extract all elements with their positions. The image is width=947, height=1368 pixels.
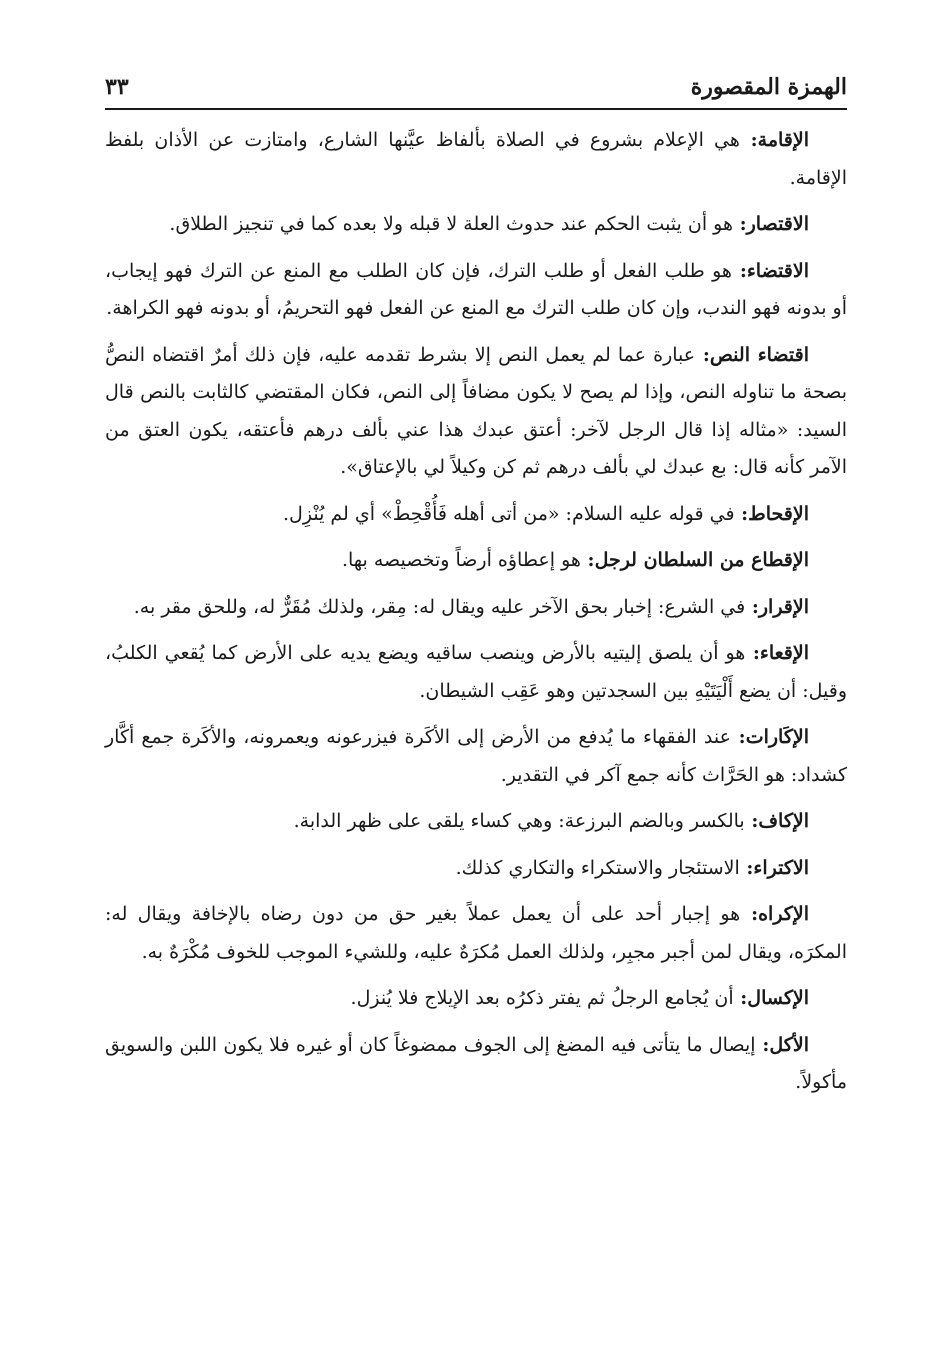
entry-term: الإكراه (758, 903, 809, 925)
entry-term: الإكاف (758, 810, 809, 832)
entry-definition: في قوله عليه السلام: «من أتى أهله فَأُقْحِطْ» أي لم يُنْزِل. (283, 502, 735, 525)
entry-term: الاكتراء (753, 856, 809, 879)
entry-ikaf: الإكاف: بالكسر وبالضم البرزعة: وهي كساء يلقى على ظهر الدابة. (293, 810, 809, 832)
running-title: الهمزة المقصورة (690, 74, 847, 100)
entry-term: اقتضاء النص (709, 343, 809, 366)
entry-definition: في الشرع: إخبار بحق الآخر عليه ويقال له: مِقر، ولذلك مُقَرٌّ له، وللحق مقر به. (133, 595, 746, 618)
dictionary-entries (105, 122, 847, 1111)
entry-definition: هو أن يلصق إليتيه بالأرض وينصب ساقيه ويضع يديه على الأرض كما يُقعي الكلبُ، وقيل: أن يضع أَلْيَتَيْهِ بين السجدتين وهو عَقِب الشيطان. (105, 642, 847, 702)
entry-iqtida-al-nass: اقتضاء النص: عبارة عما لم يعمل النص إلا بشرط تقدمه عليه، فإن ذلك أمرٌ اقتضاه النصُّ بصحة ما تناوله النص، وإذا لم يصح لا يكون مضافاً إلى النص، فكان المقتضي كالثابت بالنص قال السيد: «مثاله إذا قال الرجل لآخر: أعتق عبدك هذا عني بألف درهم فأعتقه، يكون العتق من الآمر كأنه قال: بع عبدك لي بألف درهم ثم كن وكيلاً لي بالإعتاق». (105, 343, 847, 478)
entry-definition: عند الفقهاء ما يُدفع من الأرض إلى الأكَرة فيزرعونه ويعمرونه، والأكَرة جمع أكَّار كشداد: هو الحَرَّاث كأنه جمع آكر في التقدير. (105, 726, 847, 786)
entry-iqtida: الاقتضاء: هو طلب الفعل أو طلب الترك، فإن كان الطلب مع المنع عن الترك فهو إيجاب، أو بدونه فهو الندب، وإن كان طلب الترك مع المنع عن الفعل فهو التحريمُ، أو بدونه فهو الكراهة. (105, 259, 847, 319)
entry-term: الإقحاط (748, 502, 809, 525)
entry-term: الإقطاع من السلطان لرجل (594, 549, 809, 571)
entry-term: الإقامة (757, 129, 809, 151)
entry-iqama: الإقامة: هي الإعلام بشروع في الصلاة بألفاظ عيَّنها الشارع، وامتازت عن الأذان بلفظ الإقامة. (105, 129, 847, 189)
entry-term: الأكل (769, 1033, 809, 1056)
entry-definition: هو إجبار أحد على أن يعمل عملاً بغير حق من دون رضاه بالإخافة ويقال له: المكرَه، ويقال لمن أجبر مجبِر، ولذلك العمل مُكرَهٌ عليه، وللشيء الموجب للخوف مُكْرَهٌ به. (105, 903, 847, 963)
entry-ikarat: الإكَارات: عند الفقهاء ما يُدفع من الأرض إلى الأكَرة فيزرعونه ويعمرونه، والأكَرة جمع أكَّار كشداد: هو الحَرَّاث كأنه جمع آكر في التقدير. (105, 726, 847, 786)
entry-iqtisar: الاقتصار: هو أن يثبت الحكم عند حدوث العلة لا قبله ولا بعده كما في تنجيز الطلاق. (169, 213, 809, 235)
entry-iqta: الإقطاع من السلطان لرجل: هو إعطاؤه أرضاً وتخصيصه بها. (341, 549, 809, 571)
entry-definition: الاستئجار والاستكراء والتكاري كذلك. (455, 856, 740, 879)
entry-iqhat: الإقحاط: في قوله عليه السلام: «من أتى أهله فَأُقْحِطْ» أي لم يُنْزِل. (283, 502, 809, 525)
entry-term: الاقتصار (746, 213, 809, 235)
entry-definition: هو أن يثبت الحكم عند حدوث العلة لا قبله ولا بعده كما في تنجيز الطلاق. (169, 213, 733, 235)
entry-definition: إيصال ما يتأتى فيه المضغ إلى الجوف ممضوغاً كان أو غيره فلا يكون اللبن والسويق مأكولاً. (105, 1033, 847, 1093)
entry-definition: هو إعطاؤه أرضاً وتخصيصه بها. (341, 549, 581, 571)
entry-iqrar: الإقرار: في الشرع: إخبار بحق الآخر عليه ويقال له: مِقر، ولذلك مُقَرٌّ له، وللحق مقر به. (133, 595, 809, 618)
entry-definition: بالكسر وبالضم البرزعة: وهي كساء يلقى على ظهر الدابة. (293, 810, 745, 832)
entry-definition: هو طلب الفعل أو طلب الترك، فإن كان الطلب مع المنع عن الترك فهو إيجاب، أو بدونه فهو الندب، وإن كان طلب الترك مع المنع عن الفعل فهو التحريمُ، أو بدونه فهو الكراهة. (105, 259, 847, 319)
entry-ikrah: الإكراه: هو إجبار أحد على أن يعمل عملاً بغير حق من دون رضاه بالإخافة ويقال له: المكرَه، ويقال لمن أجبر مجبِر، ولذلك العمل مُكرَهٌ عليه، وللشيء الموجب للخوف مُكْرَهٌ به. (105, 903, 847, 963)
entry-term: الاقتضاء (746, 259, 809, 282)
entry-iktira: الاكتراء: الاستئجار والاستكراء والتكاري كذلك. (455, 856, 809, 879)
entry-iksal: الإكسال: أن يُجامع الرجلُ ثم يفتر ذكرُه بعد الإيلاج فلا يُنزل. (350, 987, 809, 1009)
entry-akl: الأكل: إيصال ما يتأتى فيه المضغ إلى الجوف ممضوغاً كان أو غيره فلا يكون اللبن والسويق مأكولاً. (105, 1033, 847, 1093)
entry-definition: عبارة عما لم يعمل النص إلا بشرط تقدمه عليه، فإن ذلك أمرٌ اقتضاه النصُّ بصحة ما تناوله النص، وإذا لم يصح لا يكون مضافاً إلى النص، فكان المقتضي كالثابت بالنص قال السيد: «مثاله إذا قال الرجل لآخر: أعتق عبدك هذا عني بألف درهم فأعتقه، يكون العتق من الآمر كأنه قال: بع عبدك لي بألف درهم ثم كن وكيلاً لي بالإعتاق». (105, 343, 847, 478)
entry-iqa: الإقعاء: هو أن يلصق إليتيه بالأرض وينصب ساقيه ويضع يديه على الأرض كما يُقعي الكلبُ، وقيل: أن يضع أَلْيَتَيْهِ بين السجدتين وهو عَقِب الشيطان. (105, 642, 847, 702)
entry-term: الإقرار (758, 595, 809, 618)
entry-term: الإكسال (747, 987, 809, 1009)
page-header (105, 66, 847, 110)
page-number: ٣٣ (105, 74, 129, 100)
entry-term: الإقعاء (759, 642, 809, 664)
entry-definition: هي الإعلام بشروع في الصلاة بألفاظ عيَّنها الشارع، وامتازت عن الأذان بلفظ الإقامة. (105, 129, 847, 189)
entry-definition: أن يُجامع الرجلُ ثم يفتر ذكرُه بعد الإيلاج فلا يُنزل. (350, 987, 734, 1009)
entry-term: الإكَارات (745, 726, 809, 748)
